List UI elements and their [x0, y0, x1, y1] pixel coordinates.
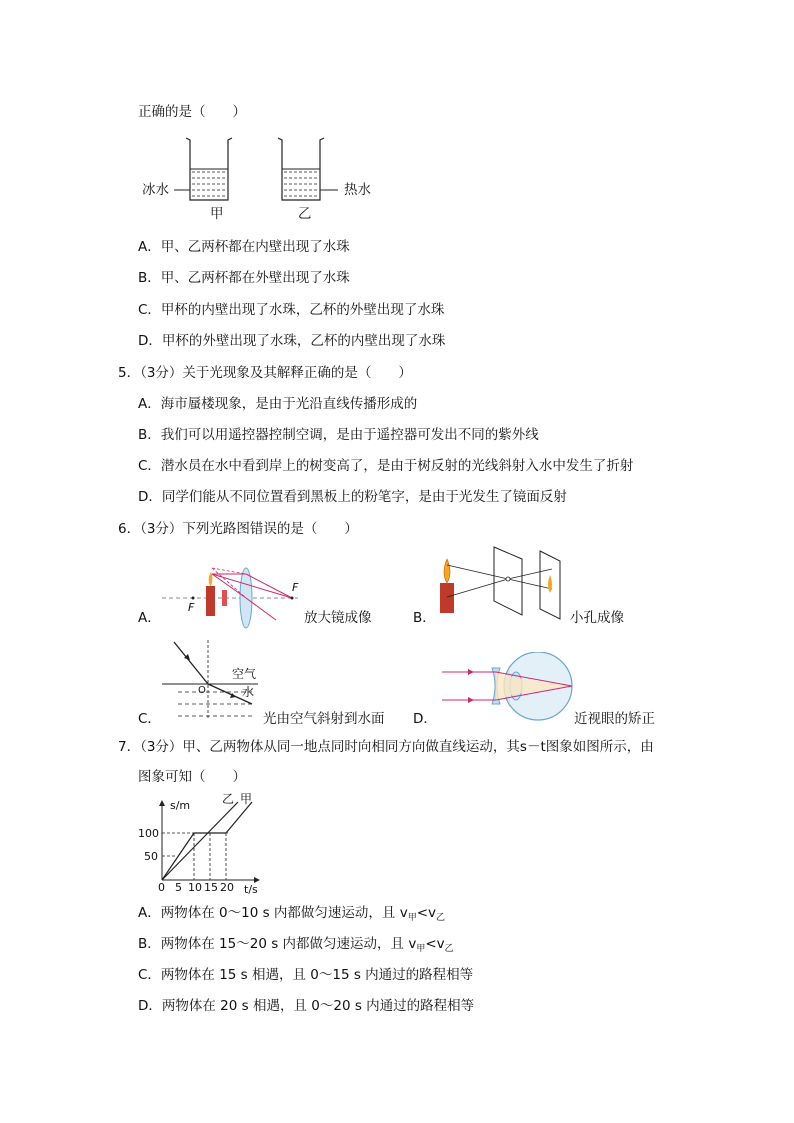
origin-label: O: [198, 685, 206, 696]
q7-stem-line1: 7．（3分）甲、乙两物体从同一地点同时向相同方向做直线运动，其s－t图象如图所示，由: [118, 739, 654, 755]
q7-stem-line2: 图象可知（ ）: [138, 769, 246, 785]
q6-b-caption: 小孔成像: [570, 610, 624, 626]
q6-d-caption: 近视眼的矫正: [574, 711, 655, 727]
q5-option-a: A．海市蜃楼现象，是由于光沿直线传播形成的: [138, 396, 418, 412]
q6-c-letter: C．: [138, 711, 161, 727]
q7-option-a: A．两物体在 0～10 s 内都做匀速运动，且 $v_甲<v_乙$: [138, 905, 446, 923]
x-tick-10: 10: [188, 881, 202, 894]
pinhole-diagram: [432, 545, 577, 625]
q6-a-letter: A．: [138, 610, 161, 626]
q5-option-d: D．同学们能从不同位置看到黑板上的粉笔字，是由于光发生了镜面反射: [138, 489, 567, 505]
water-label: 水: [242, 685, 255, 699]
q7-option-c: C．两物体在 15 s 相遇，且 0～15 s 内通过的路程相等: [138, 967, 474, 983]
q6-b-letter: B．: [413, 610, 436, 626]
q4-option-d: D．甲杯的外壁出现了水珠，乙杯的内壁出现了水珠: [138, 333, 446, 349]
y-tick-50: 50: [144, 850, 158, 863]
q6-a-caption: 放大镜成像: [304, 610, 372, 626]
x-axis-label: t/s: [244, 883, 258, 896]
q7-option-b: B．两物体在 15～20 s 内都做匀速运动，且 $v_甲<v_乙$: [138, 936, 454, 954]
refraction-diagram: [160, 638, 260, 723]
magnifier-diagram: [160, 560, 300, 630]
y-axis-label: s/m: [170, 799, 191, 812]
hot-water-label: 热水: [344, 182, 371, 198]
focus-right-label: F: [292, 581, 299, 594]
q4-option-b: B．甲、乙两杯都在外壁出现了水珠: [138, 270, 350, 286]
x-tick-5: 5: [175, 881, 182, 894]
cup-jia-label: 甲: [210, 206, 224, 222]
q5-stem: 5．（3分）关于光现象及其解释正确的是（ ）: [118, 365, 412, 381]
q5-option-b: B．我们可以用遥控器控制空调，是由于遥控器可发出不同的紫外线: [138, 427, 539, 443]
myopia-diagram: [438, 652, 578, 722]
q4-option-a: A．甲、乙两杯都在内壁出现了水珠: [138, 239, 350, 255]
q4-stem-tail: 正确的是（ ）: [138, 104, 246, 120]
y-tick-100: 100: [138, 827, 159, 840]
series-yi-label: 乙: [222, 792, 235, 806]
q7-option-d: D．两物体在 20 s 相遇，且 0～20 s 内通过的路程相等: [138, 998, 475, 1014]
x-tick-0: 0: [158, 881, 165, 894]
q4-option-c: C．甲杯的内壁出现了水珠，乙杯的外壁出现了水珠: [138, 302, 445, 318]
q6-stem: 6．（3分）下列光路图错误的是（ ）: [118, 521, 358, 537]
cup-yi-label: 乙: [298, 206, 312, 222]
st-graph: [136, 794, 266, 894]
x-tick-20: 20: [220, 881, 234, 894]
focus-left-label: F: [188, 601, 195, 614]
x-tick-15: 15: [204, 881, 218, 894]
ice-water-label: 冰水: [142, 182, 169, 198]
air-label: 空气: [232, 667, 257, 681]
q6-c-caption: 光由空气斜射到水面: [263, 711, 385, 727]
series-jia-label: 甲: [240, 792, 253, 806]
q6-d-letter: D．: [413, 711, 437, 727]
q5-option-c: C．潜水员在水中看到岸上的树变高了，是由于树反射的光线斜射入水中发生了折射: [138, 458, 634, 474]
beaker-figure: [138, 130, 398, 225]
